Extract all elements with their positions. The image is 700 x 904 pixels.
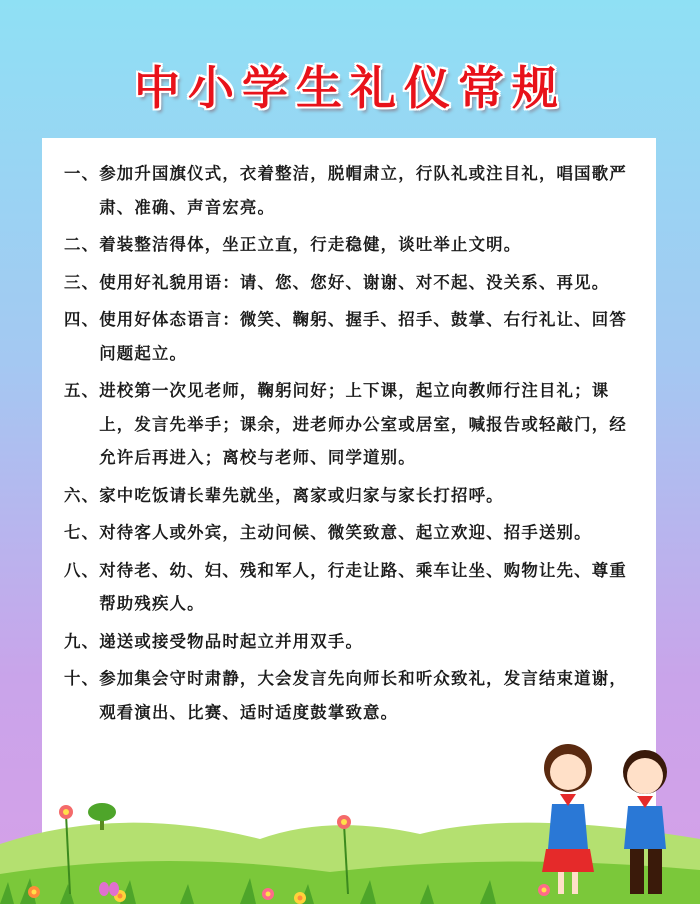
rule-item (64, 479, 644, 513)
rule-number: 九、 (64, 631, 100, 651)
rule-number: 二、 (64, 235, 100, 254)
rule-number: 十、 (64, 669, 100, 688)
girl-icon (542, 744, 594, 894)
rule-item (64, 554, 644, 621)
rule-number: 六、 (64, 485, 100, 505)
rule-number: 三、 (64, 272, 100, 292)
children-illustration (530, 734, 700, 904)
rule-item (64, 266, 644, 300)
rule-number: 八、 (64, 560, 100, 580)
rule-item (64, 662, 644, 729)
rule-text: 家中吃饭请长辈先就坐，离家或归家与家长打招呼。 (99, 485, 504, 505)
rule-number: 四、 (64, 310, 100, 329)
rule-text: 递送或接受物品时起立并用双手。 (99, 631, 364, 651)
page-title: 中小学生礼仪常规 (134, 61, 566, 115)
rule-text: 对待老、幼、妇、残和军人，行走让路、乘车让坐、购物让先、尊重帮助残疾人。 (99, 560, 627, 613)
rules-list (64, 157, 644, 733)
boy-icon (623, 750, 667, 894)
rule-item (64, 374, 644, 475)
rule-number: 五、 (64, 381, 100, 400)
rule-text: 参加集会守时肃静，大会发言先向师长和听众致礼，发言结束道谢，观看演出、比赛、适时适度鼓掌致意。 (99, 669, 627, 722)
rule-number: 七、 (64, 523, 100, 542)
rule-item (64, 516, 644, 550)
rule-item (64, 625, 644, 659)
rule-text: 使用好礼貌用语：请、您、您好、谢谢、对不起、没关系、再见。 (99, 272, 610, 292)
rule-item (64, 228, 644, 262)
rule-text: 进校第一次见老师，鞠躬问好；上下课，起立向教师行注目礼；课上，发言先举手；课余，进老师办公室或居室，喊报告或轻敲门，经允许后再进入；离校与老师、同学道别。 (99, 381, 627, 467)
rule-number: 一、 (64, 164, 100, 183)
rule-text: 使用好体态语言：微笑、鞠躬、握手、招手、鼓掌、右行礼让、回答问题起立。 (99, 310, 627, 363)
rule-item (64, 303, 644, 370)
rule-text: 参加升国旗仪式，衣着整洁，脱帽肃立，行队礼或注目礼，唱国歌严肃、准确、声音宏亮。 (99, 164, 627, 217)
rule-item (64, 157, 644, 224)
rule-text: 对待客人或外宾，主动问候、微笑致意、起立欢迎、招手送别。 (99, 523, 592, 542)
rule-text: 着装整洁得体，坐正立直，行走稳健，谈吐举止文明。 (99, 235, 522, 254)
